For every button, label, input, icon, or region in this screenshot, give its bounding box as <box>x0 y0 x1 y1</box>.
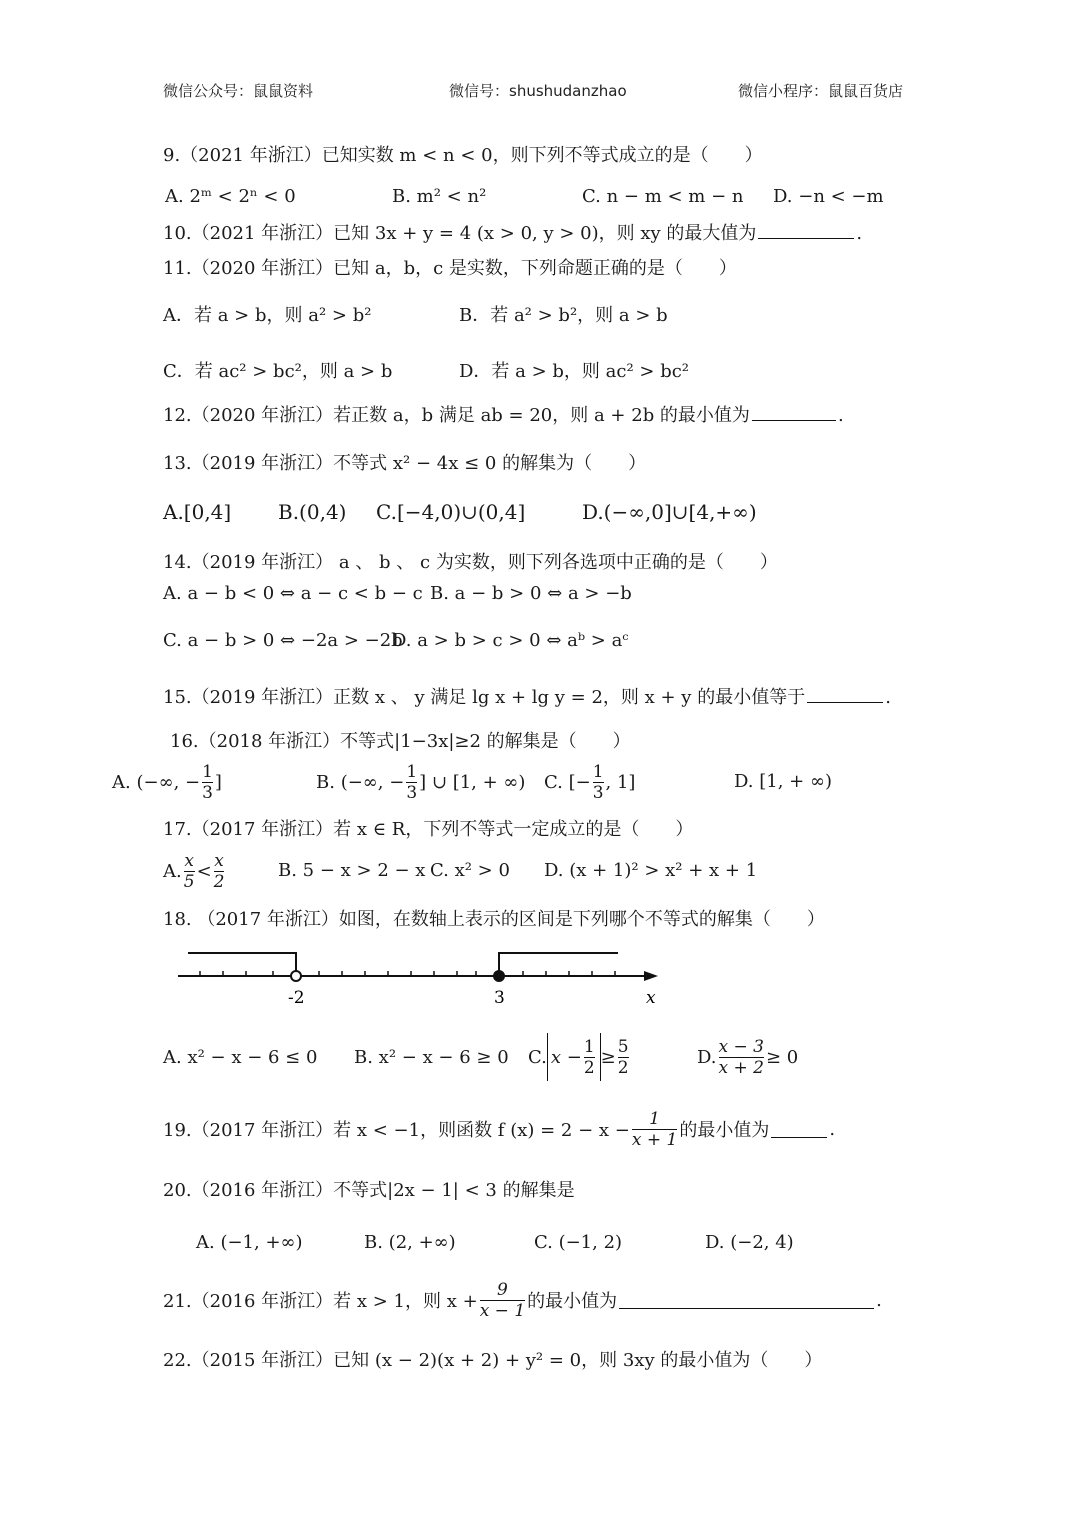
q21-tail: 的最小值为 <box>527 1291 618 1312</box>
q18-option-b: B. x² − x − 6 ≥ 0 <box>354 1047 509 1068</box>
q17-stem: 17.（2017 年浙江）若 x ∈ R，下列不等式一定成立的是（ ） <box>163 819 694 840</box>
q9-option-b: B. m² < n² <box>392 186 487 207</box>
q13-option-b: B.(0,4) <box>278 500 347 524</box>
number-line-figure <box>170 945 670 1010</box>
closed-endpoint-3 <box>494 971 504 981</box>
q11-option-d: D．若 a > b，则 ac² > bc² <box>459 361 690 382</box>
q20-option-c: C. (−1, 2) <box>534 1232 623 1253</box>
q10-answer-blank[interactable] <box>758 222 854 239</box>
q22-stem: 22.（2015 年浙江）已知 (x − 2)(x + 2) + y² = 0，则 3xy 的最小值为（ ） <box>163 1350 823 1371</box>
q12-answer-blank[interactable] <box>752 404 836 421</box>
q20-option-a: A. (−1, +∞) <box>196 1232 303 1253</box>
q10-end: . <box>856 223 863 244</box>
q14-option-a: A. a − b < 0 ⇔ a − c < b − c <box>163 583 423 604</box>
q19: 19.（2017 年浙江）若 x < −1，则函数 f (x) = 2 − x − $\frac{1}{x + 1}$ 的最小值为 . <box>163 1108 836 1150</box>
header-left: 微信公众号：鼠鼠资料 <box>163 82 314 100</box>
q16-stem: 16.（2018 年浙江）不等式|1−3x|≥2 的解集是（ ） <box>170 731 631 752</box>
q21: 21.（2016 年浙江）若 x > 1，则 x + $\frac{9}{x - 1}$ 的最小值为 . <box>163 1279 882 1321</box>
q18-option-c: C. x − $\frac{1}{2}$ ≥ $\frac{5}{2}$ <box>528 1033 631 1081</box>
open-endpoint-minus-2 <box>291 971 301 981</box>
q18-option-a: A. x² − x − 6 ≤ 0 <box>163 1047 318 1068</box>
q15-stem: 15.（2019 年浙江）正数 x 、 y 满足 lg x + lg y = 2，则 x + y 的最小值等于 <box>163 687 806 708</box>
q10-stem: 10.（2021 年浙江）已知 3x + y = 4 (x > 0, y > 0)，则 xy 的最大值为 <box>163 223 757 244</box>
axis-label-3: 3 <box>494 988 505 1008</box>
q12 <box>163 401 844 427</box>
q15-answer-blank[interactable] <box>807 686 883 703</box>
q14-stem: 14.（2019 年浙江） a 、 b 、 c 为实数，则下列各选项中正确的是（ ） <box>163 552 778 573</box>
header-center: 微信号：shushudanzhao <box>449 82 627 100</box>
q11-stem: 11.（2020 年浙江）已知 a，b，c 是实数，下列命题正确的是（ ） <box>163 258 737 279</box>
q21-answer-blank[interactable] <box>619 1292 874 1309</box>
q9-option-a: A. 2ᵐ < 2ⁿ < 0 <box>165 186 296 207</box>
header-right: 微信小程序：鼠鼠百货店 <box>738 82 904 100</box>
q12-stem: 12.（2020 年浙江）若正数 a，b 满足 ab = 20，则 a + 2b 的最小值为 <box>163 405 750 426</box>
q17-option-b: B. 5 − x > 2 − x <box>278 860 426 881</box>
q20-stem: 20.（2016 年浙江）不等式|2x − 1| < 3 的解集是 <box>163 1180 575 1201</box>
q9-option-c: C. n − m < m − n <box>582 186 744 207</box>
q17-option-d: D. (x + 1)² > x² + x + 1 <box>544 860 758 881</box>
q11-option-b: B．若 a² > b²，则 a > b <box>459 305 668 326</box>
q19-answer-blank[interactable] <box>771 1121 827 1138</box>
q11-option-c: C．若 ac² > bc²，则 a > b <box>163 361 393 382</box>
q11-option-a: A．若 a > b，则 a² > b² <box>163 305 372 326</box>
q12-end: . <box>837 405 844 426</box>
q15 <box>163 683 891 709</box>
q21-stem: 21.（2016 年浙江）若 x > 1，则 x + <box>163 1291 478 1312</box>
q16-option-a: A. (−∞, − $\frac{1}{3}$ ] <box>112 761 222 803</box>
q19-stem: 19.（2017 年浙江）若 x < −1，则函数 f (x) = 2 − x − <box>163 1120 630 1141</box>
q15-end: . <box>885 687 891 708</box>
q17-option-c: C. x² > 0 <box>430 860 510 881</box>
axis-label-x: x <box>646 988 656 1008</box>
q14-option-b: B. a − b > 0 ⇔ a > −b <box>430 583 632 604</box>
left-interval-bracket <box>188 953 296 976</box>
q19-tail: 的最小值为 <box>679 1120 770 1141</box>
q16-option-d: D. [1, + ∞) <box>734 771 832 792</box>
axis-label-minus-2: -2 <box>288 988 305 1008</box>
q13-option-c: C.[−4,0)∪(0,4] <box>376 500 526 524</box>
q10 <box>163 219 862 245</box>
right-interval-bracket <box>499 953 618 976</box>
q16-option-b: B. (−∞, − $\frac{1}{3}$ ] ∪ [1, + ∞) <box>316 761 526 803</box>
q13-option-a: A.[0,4] <box>163 500 232 524</box>
q13-stem: 13.（2019 年浙江）不等式 x² − 4x ≤ 0 的解集为（ ） <box>163 453 647 474</box>
q18-stem: 18. （2017 年浙江）如图，在数轴上表示的区间是下列哪个不等式的解集（ ） <box>163 909 825 930</box>
q9-stem: 9.（2021 年浙江）已知实数 m < n < 0，则下列不等式成立的是（ ） <box>163 145 763 166</box>
q16-option-c: C. [− $\frac{1}{3}$ , 1] <box>544 761 636 803</box>
q13-option-d: D.(−∞,0]∪[4,+∞) <box>582 500 757 524</box>
q20-option-d: D. (−2, 4) <box>705 1232 794 1253</box>
axis-arrow-icon <box>644 971 658 981</box>
q17-option-a: A. $\frac{x}{5}$ < $\frac{x}{2}$ <box>163 850 225 892</box>
q9-option-d: D. −n < −m <box>773 186 884 207</box>
q14-option-c: C. a − b > 0 ⇔ −2a > −2b <box>163 630 403 651</box>
q14-option-d: D. a > b > c > 0 ⇔ aᵇ > aᶜ <box>392 630 629 651</box>
q20-option-b: B. (2, +∞) <box>364 1232 456 1253</box>
q18-option-d: D. $\frac{x - 3}{x + 2}$ ≥ 0 <box>697 1036 799 1078</box>
